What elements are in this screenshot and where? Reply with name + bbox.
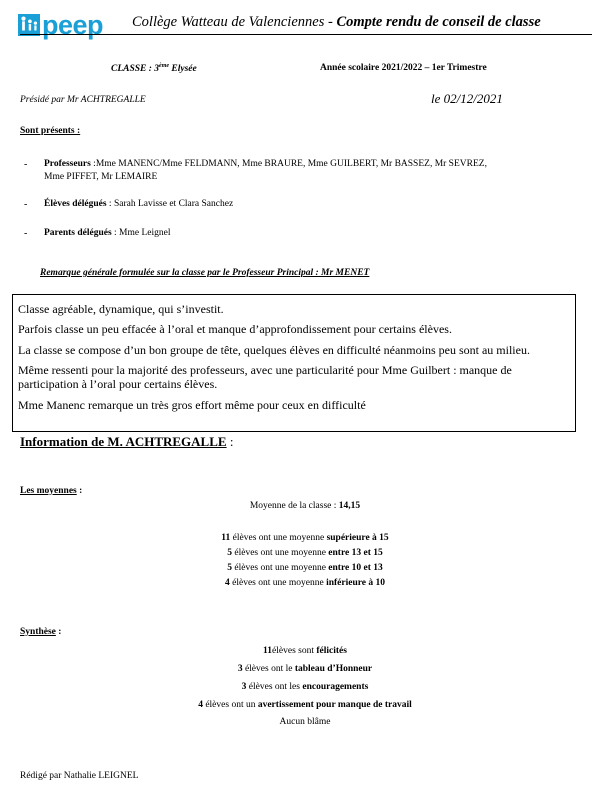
president: Présidé par Mr ACHTREGALLE (20, 95, 146, 105)
meeting-date: le 02/12/2021 (431, 91, 503, 106)
document-title: Compte rendu de conseil de classe (336, 14, 541, 30)
remarque-line: Mme Manenc remarque un très gros effort même pour ceux en difficulté (18, 398, 366, 412)
synthese-row: 4 élèves ont un avertissement pour manque de travail (198, 700, 412, 710)
class-name: CLASSE : 3ème Elysée (111, 63, 197, 75)
remarque-line: Même ressenti pour la majorité des professeurs, avec une particularité pour Mme Guilbert : manque de (18, 363, 512, 377)
header-divider (20, 34, 592, 35)
list-bullet: - (24, 228, 28, 239)
remarque-line: participation à l’oral pour certains élèves. (18, 377, 218, 391)
moyenne-row: 4 élèves ont une moyenne inférieure à 10 (225, 578, 385, 588)
synthese-row: 3 élèves ont les encouragements (241, 682, 369, 692)
moyenne-row: 5 élèves ont une moyenne entre 10 et 13 (227, 563, 383, 573)
information-heading: Information de M. ACHTREGALLE : (20, 434, 234, 449)
moyenne-row: 11 élèves ont une moyenne supérieure à 15 (221, 533, 389, 543)
remarque-line: La classe se compose d’un bon groupe de tête, quelques élèves en difficulté néanmoins peu sont au milieu. (18, 343, 530, 357)
school-year: Année scolaire 2021/2022 – 1er Trimestre (320, 63, 487, 73)
remarque-line: Parfois classe un peu effacée à l’oral et manque d’approfondissement pour certains élèves. (18, 322, 452, 336)
list-item-eleves-delegues: Élèves délégués : Sarah Lavisse et Clara Sanchez (44, 199, 234, 209)
synthese-row: Aucun blâme (279, 717, 331, 727)
redacteur: Rédigé par Nathalie LEIGNEL (20, 771, 139, 781)
moyenne-classe: Moyenne de la classe : 14,15 (249, 501, 361, 511)
presents-heading: Sont présents : (20, 126, 81, 136)
remarque-heading: Remarque générale formulée sur la classe par le Professeur Principal : Mr MENET (40, 268, 370, 278)
college-name: Collège Watteau de Valenciennes (132, 14, 325, 30)
page-title: Collège Watteau de Valenciennes - Compte rendu de conseil de classe (132, 14, 541, 30)
list-item-parents-delegues: Parents délégués : Mme Leignel (44, 228, 171, 238)
list-bullet: - (24, 159, 28, 170)
moyenne-row: 5 élèves ont une moyenne entre 13 et 15 (227, 548, 383, 558)
synthese-row: 3 élèves ont le tableau d’Honneur (237, 664, 373, 674)
peep-logo-text: peep (42, 10, 104, 40)
moyennes-heading: Les moyennes : (20, 486, 83, 496)
synthese-row: 11élèves sont félicités (263, 646, 347, 656)
remarque-line: Classe agréable, dynamique, qui s’investit. (18, 302, 224, 316)
synthese-heading: Synthèse : (20, 627, 62, 637)
list-item-professeurs: Professeurs :Mme MANENC/Mme FELDMANN, Mme BRAURE, Mme GUILBERT, Mr BASSEZ, Mr SEVREZ, Mme PIFFET, Mr LEMAIRE (44, 159, 487, 182)
list-bullet: - (24, 199, 28, 210)
